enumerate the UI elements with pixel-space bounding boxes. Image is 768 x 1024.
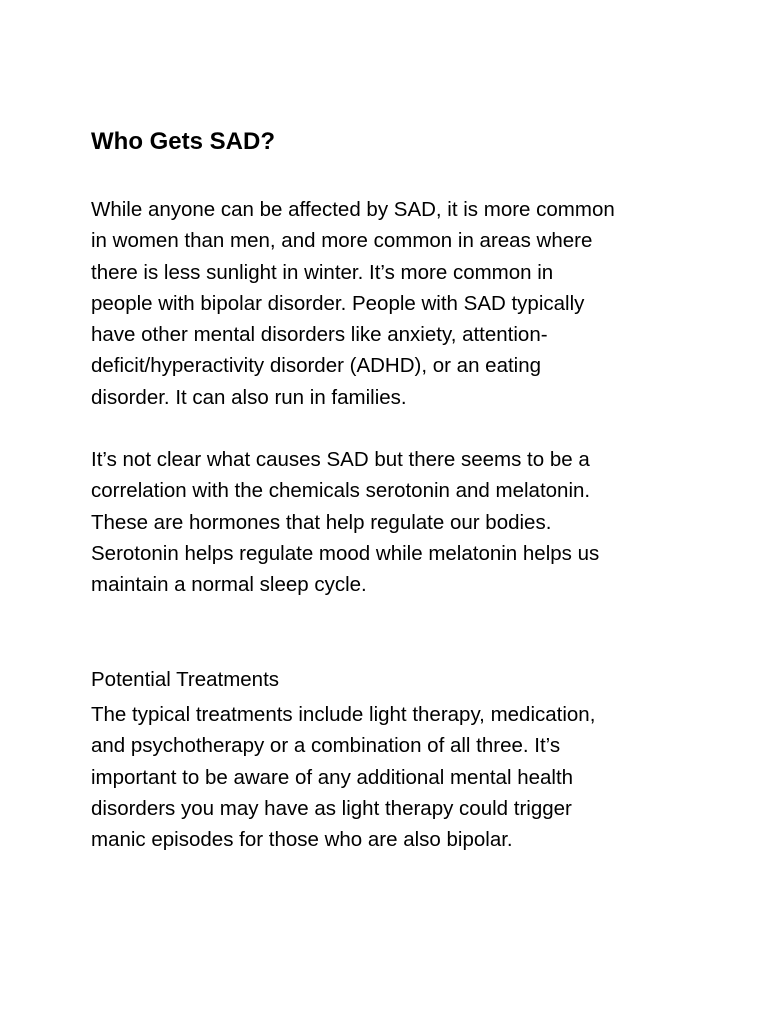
paragraph-treatments [91, 699, 691, 855]
text-line: The typical treatments include light therapy, medication, [91, 703, 596, 726]
text-line: and psychotherapy or a combination of all three. It’s [91, 734, 561, 758]
section-heading-treatments: Potential Treatments [91, 668, 280, 691]
text-line: deficit/hyperactivity disorder (ADHD), or an eating [91, 354, 542, 378]
text-line: in women than men, and more common in areas where [91, 229, 593, 253]
text-line: important to be aware of any additional mental health [91, 765, 574, 789]
text-line: there is less sunlight in winter. It’s more common in [91, 260, 554, 284]
text-line: have other mental disorders like anxiety, attention- [91, 323, 548, 347]
text-line: correlation with the chemicals serotonin and melatonin. [91, 479, 591, 503]
text-line: manic episodes for those who are also bipolar. [91, 828, 513, 852]
text-line: Serotonin helps regulate mood while melatonin helps us [91, 541, 600, 565]
text-line: people with bipolar disorder. People with SAD typically [91, 291, 585, 315]
text-line: These are hormones that help regulate our bodies. [91, 510, 552, 534]
text-line: It’s not clear what causes SAD but there seems to be a [91, 448, 590, 471]
paragraph-causes [91, 444, 691, 600]
page-title: Who Gets SAD? [91, 128, 275, 155]
text-line: maintain a normal sleep cycle. [91, 573, 367, 597]
text-line: disorder. It can also run in families. [91, 385, 407, 409]
text-line: disorders you may have as light therapy could trigger [91, 796, 572, 820]
text-line: While anyone can be affected by SAD, it is more common [91, 198, 615, 221]
paragraph-who-gets-sad [91, 194, 691, 413]
